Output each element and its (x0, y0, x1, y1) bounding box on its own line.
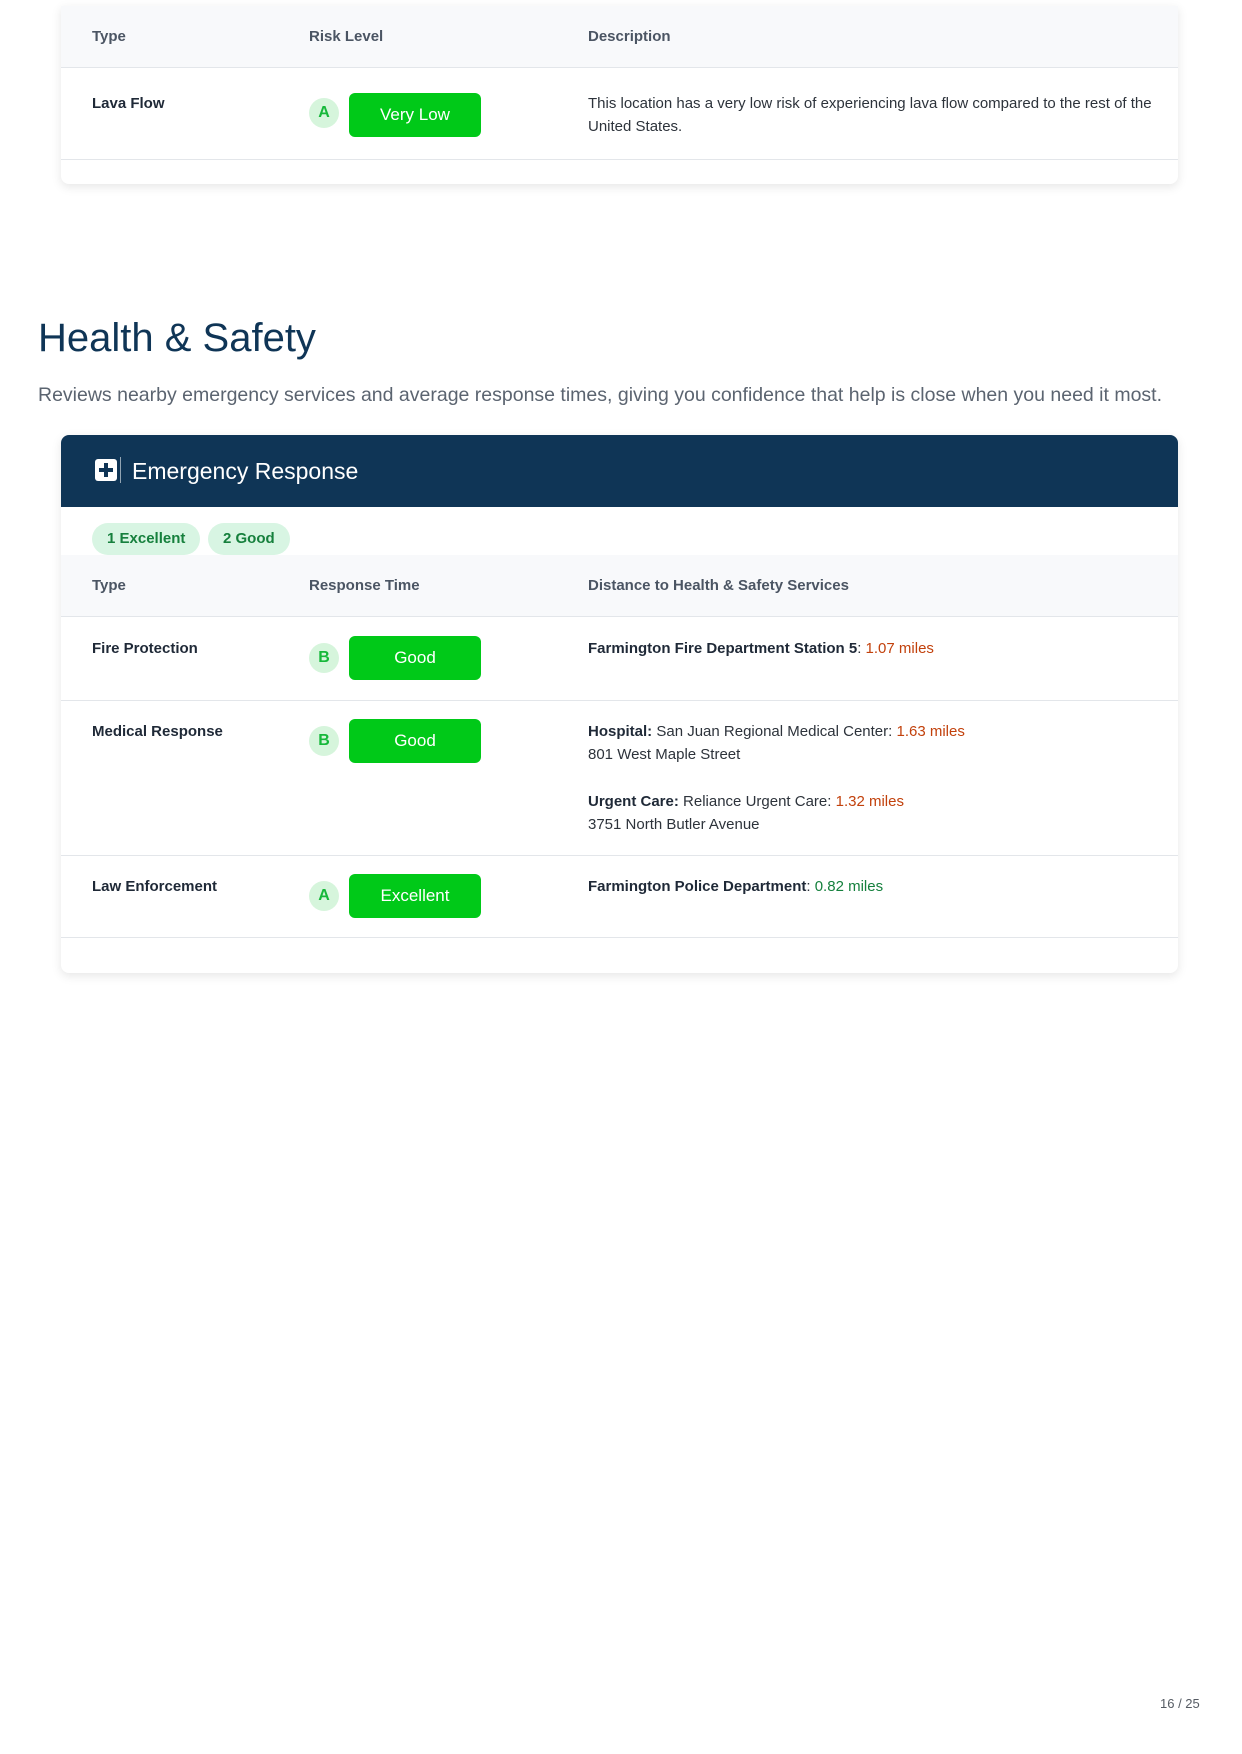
grade-badge: A (309, 881, 339, 911)
service-type: Medical Response (92, 723, 223, 740)
service-type: Fire Protection (92, 640, 198, 657)
table-header (61, 555, 1178, 617)
urgent-care-address: 3751 North Butler Avenue (588, 816, 760, 833)
col-risk-level: Risk Level (309, 28, 384, 45)
hospital-name: San Juan Regional Medical Center: (656, 723, 897, 740)
service-distance (588, 637, 1153, 660)
urgent-care-distance: 1.32 miles (835, 793, 904, 810)
separator: : (857, 640, 866, 657)
table-row (61, 856, 1178, 938)
page-number: 16 / 25 (1160, 1696, 1200, 1711)
header-divider (120, 457, 121, 483)
table-row (61, 701, 1178, 856)
col-type: Type (92, 577, 126, 594)
response-rating-badge: Excellent (349, 874, 481, 918)
hazard-risk-card (61, 6, 1178, 184)
risk-description: This location has a very low risk of experiencing lava flow compared to the rest of the United States. (588, 95, 1152, 135)
hospital-address: 801 West Maple Street (588, 746, 741, 763)
col-description: Description (588, 28, 671, 45)
service-distance (588, 875, 1153, 898)
hazard-type: Lava Flow (92, 95, 165, 112)
summary-chip-excellent: 1 Excellent (92, 523, 200, 555)
col-response-time: Response Time (309, 577, 420, 594)
urgent-care-info (588, 790, 1153, 836)
grade-badge: B (309, 643, 339, 673)
distance-value: 1.07 miles (865, 640, 934, 657)
card-header (61, 435, 1178, 507)
table-row (61, 68, 1178, 160)
service-name: Farmington Police Department (588, 878, 807, 895)
separator: : (806, 878, 815, 895)
risk-level-badge: Very Low (349, 93, 481, 137)
hospital-label: Hospital: (588, 723, 653, 740)
urgent-care-name: Reliance Urgent Care: (683, 793, 836, 810)
medical-cross-icon (95, 459, 117, 481)
response-rating-badge: Good (349, 636, 481, 680)
service-type: Law Enforcement (92, 878, 218, 895)
col-distance: Distance to Health & Safety Services (588, 577, 849, 594)
grade-badge: A (309, 98, 339, 128)
grade-badge: B (309, 726, 339, 756)
card-title: Emergency Response (132, 458, 359, 484)
distance-value: 0.82 miles (814, 878, 884, 895)
service-name: Farmington Fire Department Station 5 (588, 640, 858, 657)
emergency-response-card (61, 435, 1178, 973)
hospital-distance: 1.63 miles (896, 723, 965, 740)
table-header (61, 6, 1178, 68)
col-type: Type (92, 28, 126, 45)
hospital-info (588, 720, 1153, 766)
section-subtitle: Reviews nearby emergency services and average response times, giving you confidence that help is close when you need it most. (38, 384, 1163, 406)
urgent-care-label: Urgent Care: (588, 793, 679, 810)
section-title: Health & Safety (38, 316, 316, 360)
response-rating-badge: Good (349, 719, 481, 763)
table-row (61, 617, 1178, 701)
summary-chip-good: 2 Good (208, 523, 290, 555)
